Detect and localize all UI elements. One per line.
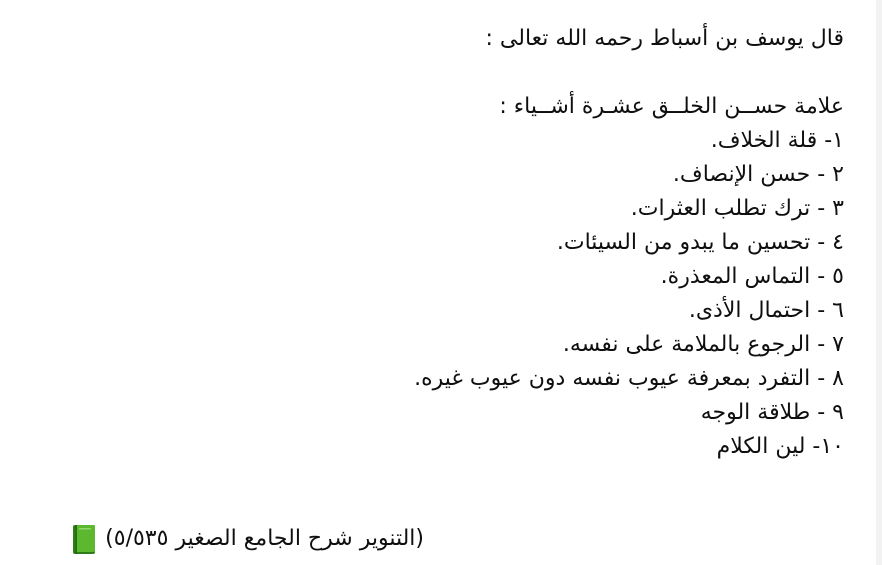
citation (71, 522, 424, 556)
citation-text: (التنوير شرح الجامع الصغير ٥/٥٣٥) (105, 526, 424, 551)
list-item: ٤ - تحسين ما يبدو من السيئات. (556, 230, 844, 255)
list-item: ١- قلة الخلاف. (710, 128, 844, 153)
list-item: ٧ - الرجوع بالملامة على نفسه. (562, 332, 844, 357)
scrollbar[interactable] (876, 0, 882, 565)
list-item: ٢ - حسن الإنصاف. (672, 162, 844, 187)
green-book-icon (71, 522, 97, 556)
list-item: ٦ - احتمال الأذى. (688, 298, 844, 323)
list-heading: علامة حســن الخلــق عشـرة أشــياء : (499, 94, 844, 119)
list-item: ١٠- لين الكلام (716, 434, 844, 459)
blank-line (24, 56, 844, 90)
list-item: ٣ - ترك تطلب العثرات. (630, 196, 844, 221)
list-item: ٨ - التفرد بمعرفة عيوب نفسه دون عيوب غيره. (414, 366, 844, 391)
list-item: ٥ - التماس المعذرة. (660, 264, 844, 289)
intro-line: قال يوسف بن أسباط رحمه الله تعالى : (485, 26, 844, 51)
post-body (24, 22, 844, 464)
list-item: ٩ - طلاقة الوجه (700, 400, 844, 425)
